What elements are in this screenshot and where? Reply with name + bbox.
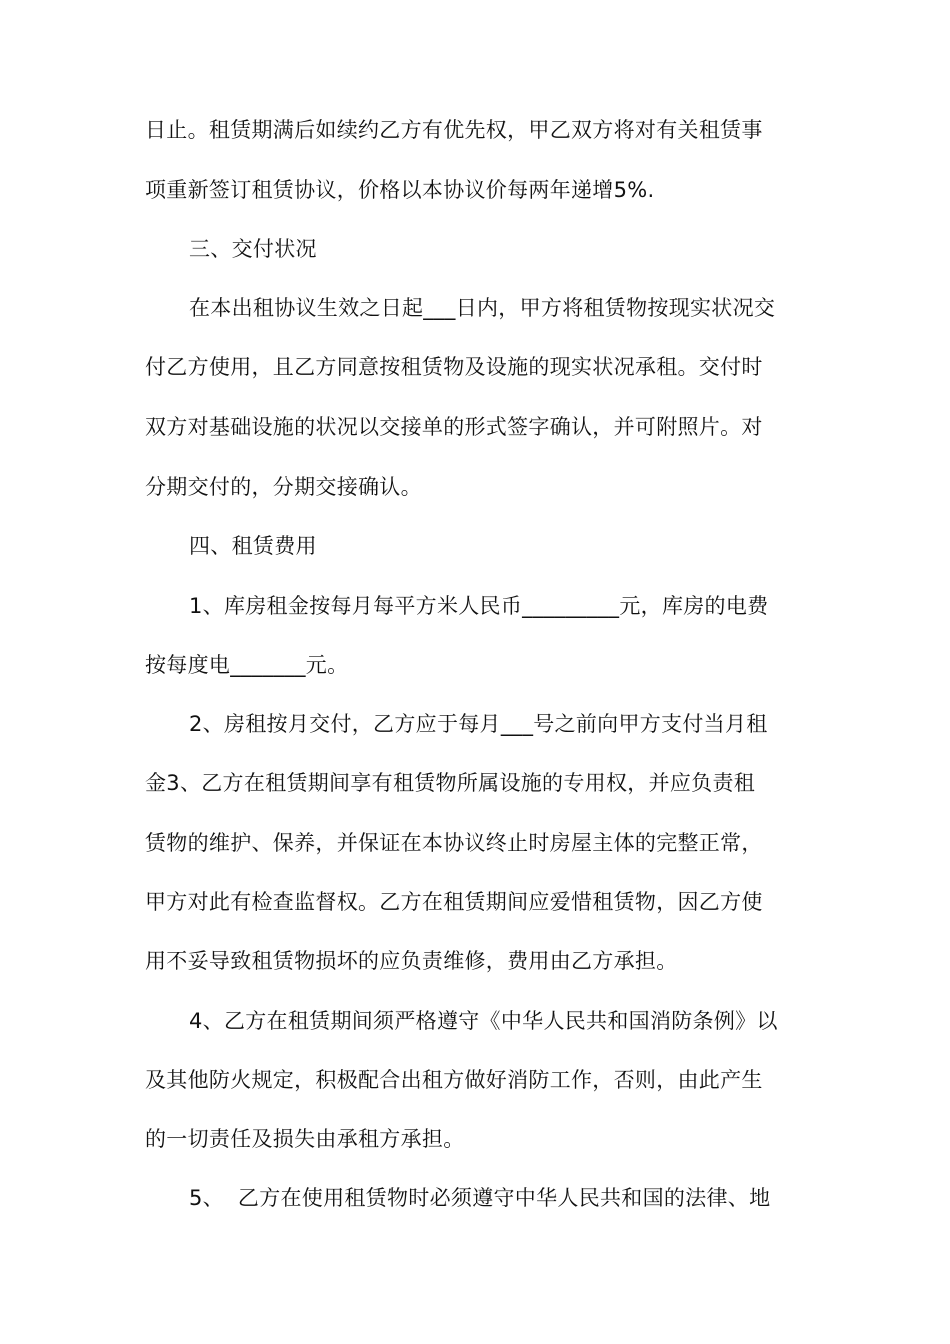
text-line: 付乙方使用，且乙方同意按租赁物及设施的现实状况承租。交付时 xyxy=(145,355,763,379)
text-line: 2、房租按月交付，乙方应于每月___号之前向甲方支付当月租 xyxy=(189,712,768,736)
text-line: 用不妥导致租赁物损坏的应负责维修，费用由乙方承担。 xyxy=(145,949,678,973)
section-heading: 四、租赁费用 xyxy=(189,534,317,558)
text-line: 赁物的维护、保养，并保证在本协议终止时房屋主体的完整正常， xyxy=(145,831,763,855)
text-line: 甲方对此有检查监督权。乙方在租赁期间应爱惜租赁物，因乙方使 xyxy=(145,890,763,914)
text-line: 双方对基础设施的状况以交接单的形式签字确认，并可附照片。对 xyxy=(145,415,763,439)
text-line: 的一切责任及损失由承租方承担。 xyxy=(145,1127,465,1151)
text-line: 1、库房租金按每月每平方米人民币_________元，库房的电费 xyxy=(189,594,769,618)
text-line: 按每度电_______元。 xyxy=(145,653,349,677)
text-line: 4、乙方在租赁期间须严格遵守《中华人民共和国消防条例》以 xyxy=(189,1009,778,1033)
text-line: 日止。租赁期满后如续约乙方有优先权，甲乙双方将对有关租赁事 xyxy=(145,118,763,142)
text-line: 及其他防火规定，积极配合出租方做好消防工作，否则，由此产生 xyxy=(145,1068,763,1092)
text-line: 项重新签订租赁协议，价格以本协议价每两年递增5%. xyxy=(145,178,655,202)
text-line: 在本出租协议生效之日起___日内，甲方将租赁物按现实状况交 xyxy=(189,296,776,320)
text-line: 5、 乙方在使用租赁物时必须遵守中华人民共和国的法律、地 xyxy=(189,1186,771,1210)
section-heading: 三、交付状况 xyxy=(189,237,317,261)
text-line: 金3、乙方在租赁期间享有租赁物所属设施的专用权，并应负责租 xyxy=(145,771,756,795)
text-line: 分期交付的，分期交接确认。 xyxy=(145,475,422,499)
